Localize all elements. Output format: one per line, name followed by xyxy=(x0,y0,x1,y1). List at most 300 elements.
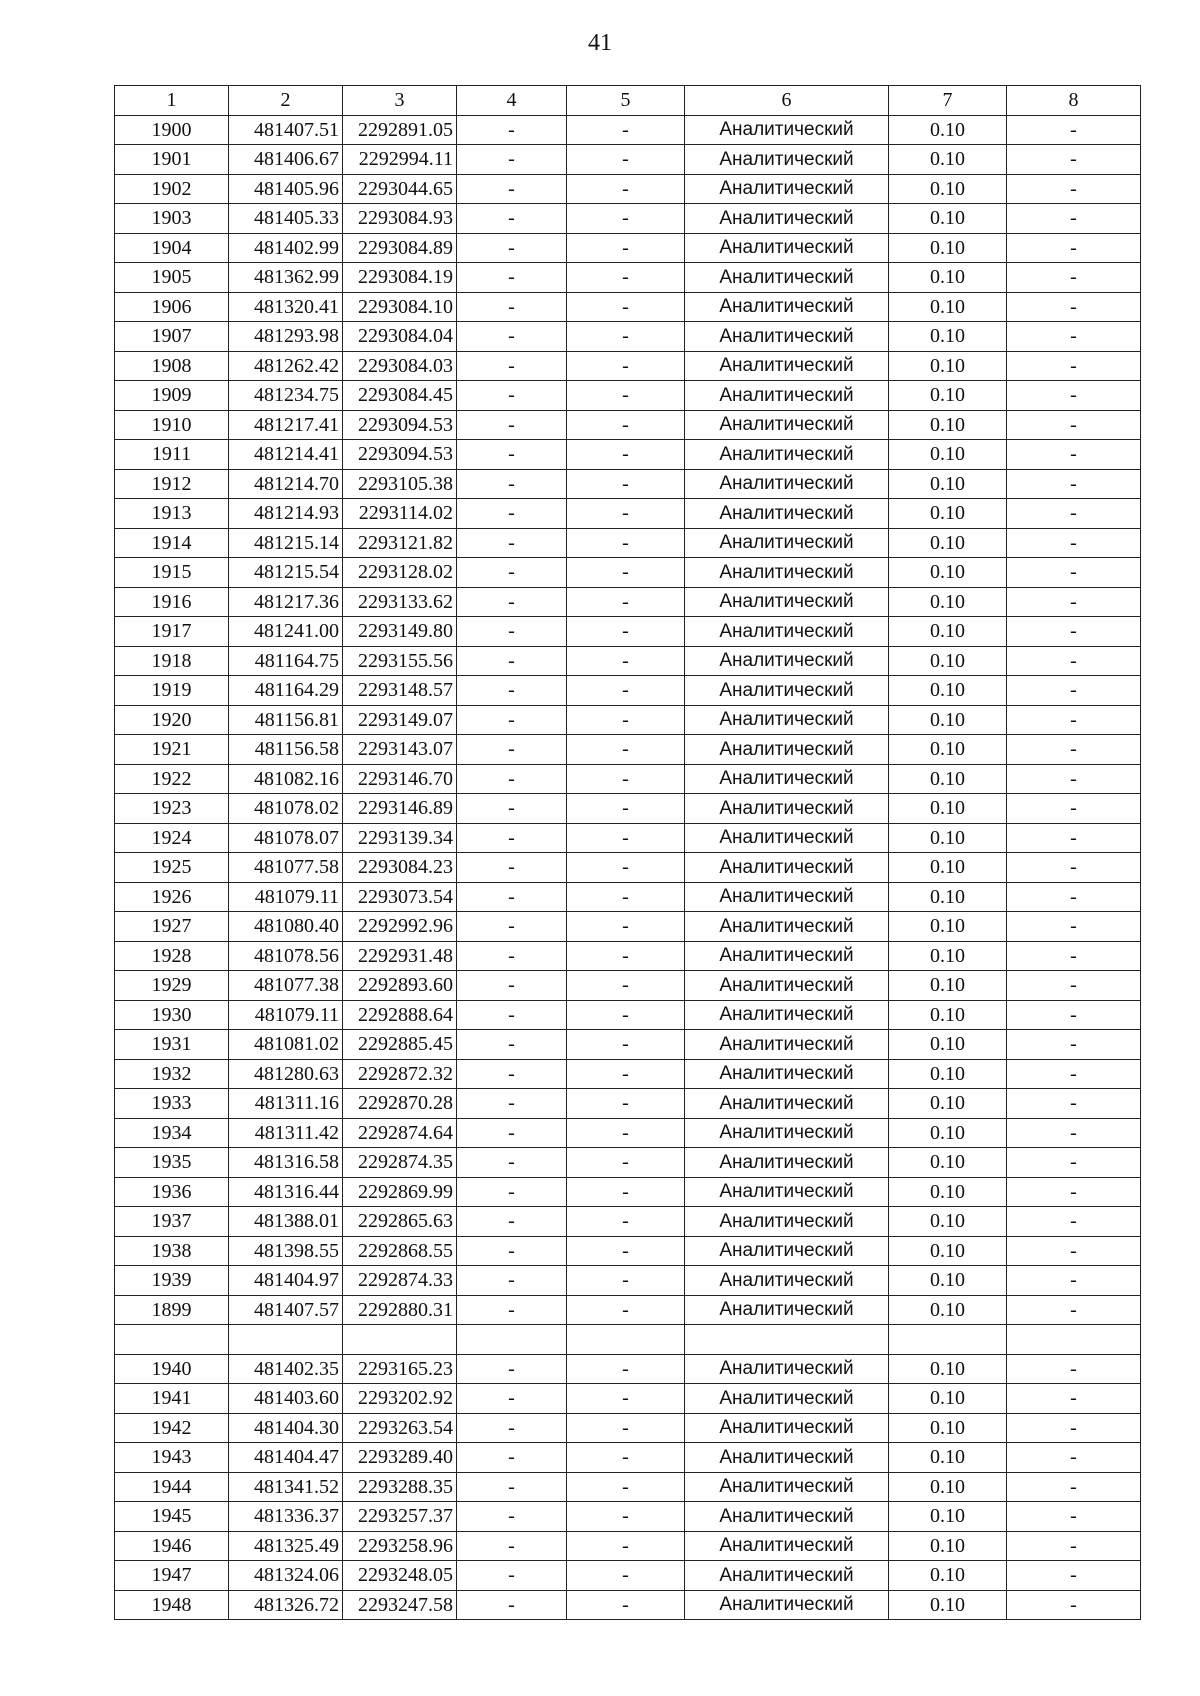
x-coordinate-cell: 481311.42 xyxy=(229,1118,343,1148)
y-coordinate-cell: 2292865.63 xyxy=(343,1207,457,1237)
page-number: 41 xyxy=(588,30,612,56)
accuracy-cell: 0.10 xyxy=(889,1590,1007,1620)
y-coordinate-cell: 2293084.10 xyxy=(343,292,457,322)
point-number-cell: 1942 xyxy=(115,1413,229,1443)
col5-cell: - xyxy=(567,1561,685,1591)
accuracy-cell: 0.10 xyxy=(889,971,1007,1001)
point-number-cell: 1913 xyxy=(115,499,229,529)
point-number-cell: 1899 xyxy=(115,1295,229,1325)
method-cell: Аналитический xyxy=(685,587,889,617)
point-number-cell: 1945 xyxy=(115,1502,229,1532)
accuracy-cell: 0.10 xyxy=(889,912,1007,942)
col8-cell: - xyxy=(1007,617,1141,647)
col4-cell: - xyxy=(457,528,567,558)
method-cell: Аналитический xyxy=(685,440,889,470)
y-coordinate-cell: 2292992.96 xyxy=(343,912,457,942)
col8-cell: - xyxy=(1007,1148,1141,1178)
method-cell: Аналитический xyxy=(685,617,889,647)
col5-cell: - xyxy=(567,1236,685,1266)
col4-cell: - xyxy=(457,1561,567,1591)
y-coordinate-cell: 2292874.64 xyxy=(343,1118,457,1148)
table-row xyxy=(115,941,1141,971)
col5-cell: - xyxy=(567,735,685,765)
col8-cell: - xyxy=(1007,794,1141,824)
table-row xyxy=(115,1059,1141,1089)
col8-cell: - xyxy=(1007,528,1141,558)
point-number-cell: 1900 xyxy=(115,115,229,145)
col4-cell: - xyxy=(457,499,567,529)
y-coordinate-cell: 2293084.23 xyxy=(343,853,457,883)
table-header-row xyxy=(115,86,1141,116)
col5-cell: - xyxy=(567,1590,685,1620)
col4-cell: - xyxy=(457,145,567,175)
table-row xyxy=(115,174,1141,204)
col8-cell: - xyxy=(1007,1236,1141,1266)
accuracy-cell: 0.10 xyxy=(889,735,1007,765)
x-coordinate-cell: 481078.02 xyxy=(229,794,343,824)
x-coordinate-cell: 481215.14 xyxy=(229,528,343,558)
accuracy-cell: 0.10 xyxy=(889,794,1007,824)
accuracy-cell: 0.10 xyxy=(889,1236,1007,1266)
x-coordinate-cell: 481215.54 xyxy=(229,558,343,588)
y-coordinate-cell: 2293139.34 xyxy=(343,823,457,853)
method-cell: Аналитический xyxy=(685,1000,889,1030)
table-row xyxy=(115,1295,1141,1325)
x-coordinate-cell: 481079.11 xyxy=(229,1000,343,1030)
col5-cell: - xyxy=(567,1443,685,1473)
point-number-cell: 1946 xyxy=(115,1531,229,1561)
col5-cell: - xyxy=(567,204,685,234)
col4-cell: - xyxy=(457,705,567,735)
x-coordinate-cell: 481241.00 xyxy=(229,617,343,647)
accuracy-cell: 0.10 xyxy=(889,646,1007,676)
col5-cell: - xyxy=(567,853,685,883)
method-cell: Аналитический xyxy=(685,823,889,853)
col8-cell: - xyxy=(1007,1531,1141,1561)
accuracy-cell xyxy=(889,1325,1007,1355)
method-cell: Аналитический xyxy=(685,1148,889,1178)
method-cell: Аналитический xyxy=(685,1502,889,1532)
table-row xyxy=(115,1000,1141,1030)
col5-cell: - xyxy=(567,351,685,381)
col4-cell: - xyxy=(457,1030,567,1060)
x-coordinate-cell: 481316.44 xyxy=(229,1177,343,1207)
col4-cell: - xyxy=(457,912,567,942)
table-row xyxy=(115,1502,1141,1532)
col8-cell: - xyxy=(1007,1089,1141,1119)
accuracy-cell: 0.10 xyxy=(889,1148,1007,1178)
point-number-cell: 1911 xyxy=(115,440,229,470)
col4-cell: - xyxy=(457,233,567,263)
col8-cell: - xyxy=(1007,912,1141,942)
point-number-cell: 1939 xyxy=(115,1266,229,1296)
accuracy-cell: 0.10 xyxy=(889,1059,1007,1089)
col5-cell: - xyxy=(567,676,685,706)
table-row xyxy=(115,1236,1141,1266)
col4-cell: - xyxy=(457,469,567,499)
table-row xyxy=(115,764,1141,794)
col4-cell: - xyxy=(457,882,567,912)
col4-cell: - xyxy=(457,1089,567,1119)
accuracy-cell: 0.10 xyxy=(889,1177,1007,1207)
y-coordinate-cell: 2293084.03 xyxy=(343,351,457,381)
point-number-cell: 1937 xyxy=(115,1207,229,1237)
col8-cell: - xyxy=(1007,735,1141,765)
table-row xyxy=(115,1561,1141,1591)
point-number-cell: 1936 xyxy=(115,1177,229,1207)
method-cell: Аналитический xyxy=(685,1030,889,1060)
accuracy-cell: 0.10 xyxy=(889,1502,1007,1532)
col8-cell: - xyxy=(1007,204,1141,234)
method-cell: Аналитический xyxy=(685,646,889,676)
point-number-cell: 1922 xyxy=(115,764,229,794)
x-coordinate-cell: 481081.02 xyxy=(229,1030,343,1060)
col5-cell: - xyxy=(567,292,685,322)
col5-cell: - xyxy=(567,646,685,676)
method-cell: Аналитический xyxy=(685,1561,889,1591)
col8-cell: - xyxy=(1007,853,1141,883)
method-cell: Аналитический xyxy=(685,1531,889,1561)
table-row xyxy=(115,1089,1141,1119)
method-cell: Аналитический xyxy=(685,558,889,588)
accuracy-cell: 0.10 xyxy=(889,499,1007,529)
method-cell: Аналитический xyxy=(685,941,889,971)
x-coordinate-cell: 481214.70 xyxy=(229,469,343,499)
table-row xyxy=(115,971,1141,1001)
x-coordinate-cell: 481316.58 xyxy=(229,1148,343,1178)
accuracy-cell: 0.10 xyxy=(889,1000,1007,1030)
x-coordinate-cell xyxy=(229,1325,343,1355)
y-coordinate-cell: 2293084.04 xyxy=(343,322,457,352)
accuracy-cell: 0.10 xyxy=(889,1413,1007,1443)
table-row xyxy=(115,1531,1141,1561)
col8-cell: - xyxy=(1007,1472,1141,1502)
x-coordinate-cell: 481078.56 xyxy=(229,941,343,971)
table-row xyxy=(115,882,1141,912)
col5-cell: - xyxy=(567,617,685,647)
accuracy-cell: 0.10 xyxy=(889,263,1007,293)
column-header: 2 xyxy=(229,86,343,116)
x-coordinate-cell: 481326.72 xyxy=(229,1590,343,1620)
y-coordinate-cell: 2293155.56 xyxy=(343,646,457,676)
col4-cell: - xyxy=(457,440,567,470)
point-number-cell: 1916 xyxy=(115,587,229,617)
x-coordinate-cell: 481214.41 xyxy=(229,440,343,470)
accuracy-cell: 0.10 xyxy=(889,1266,1007,1296)
method-cell: Аналитический xyxy=(685,1472,889,1502)
table-row xyxy=(115,292,1141,322)
col4-cell: - xyxy=(457,1384,567,1414)
table-row xyxy=(115,1266,1141,1296)
y-coordinate-cell: 2292880.31 xyxy=(343,1295,457,1325)
y-coordinate-cell xyxy=(343,1325,457,1355)
col8-cell: - xyxy=(1007,646,1141,676)
table-row xyxy=(115,1325,1141,1355)
method-cell: Аналитический xyxy=(685,1266,889,1296)
method-cell: Аналитический xyxy=(685,853,889,883)
accuracy-cell: 0.10 xyxy=(889,558,1007,588)
point-number-cell: 1940 xyxy=(115,1354,229,1384)
method-cell: Аналитический xyxy=(685,1413,889,1443)
col8-cell: - xyxy=(1007,1030,1141,1060)
accuracy-cell: 0.10 xyxy=(889,528,1007,558)
col5-cell: - xyxy=(567,233,685,263)
col5-cell: - xyxy=(567,1384,685,1414)
y-coordinate-cell: 2293288.35 xyxy=(343,1472,457,1502)
col4-cell: - xyxy=(457,410,567,440)
col4-cell: - xyxy=(457,115,567,145)
col5-cell: - xyxy=(567,499,685,529)
col4-cell: - xyxy=(457,322,567,352)
col4-cell: - xyxy=(457,941,567,971)
accuracy-cell: 0.10 xyxy=(889,1118,1007,1148)
y-coordinate-cell: 2293084.93 xyxy=(343,204,457,234)
point-number-cell: 1902 xyxy=(115,174,229,204)
y-coordinate-cell: 2293257.37 xyxy=(343,1502,457,1532)
point-number-cell: 1919 xyxy=(115,676,229,706)
col5-cell: - xyxy=(567,145,685,175)
column-header: 3 xyxy=(343,86,457,116)
col8-cell: - xyxy=(1007,499,1141,529)
col8-cell: - xyxy=(1007,1413,1141,1443)
accuracy-cell: 0.10 xyxy=(889,469,1007,499)
x-coordinate-cell: 481336.37 xyxy=(229,1502,343,1532)
col5-cell: - xyxy=(567,469,685,499)
accuracy-cell: 0.10 xyxy=(889,410,1007,440)
x-coordinate-cell: 481078.07 xyxy=(229,823,343,853)
col5-cell: - xyxy=(567,941,685,971)
col8-cell: - xyxy=(1007,145,1141,175)
col4-cell: - xyxy=(457,1148,567,1178)
col4-cell xyxy=(457,1325,567,1355)
accuracy-cell: 0.10 xyxy=(889,676,1007,706)
col4-cell: - xyxy=(457,1295,567,1325)
col5-cell: - xyxy=(567,1502,685,1532)
x-coordinate-cell: 481405.96 xyxy=(229,174,343,204)
col4-cell: - xyxy=(457,292,567,322)
method-cell: Аналитический xyxy=(685,174,889,204)
table-row xyxy=(115,1118,1141,1148)
accuracy-cell: 0.10 xyxy=(889,1384,1007,1414)
point-number-cell xyxy=(115,1325,229,1355)
table-row xyxy=(115,233,1141,263)
point-number-cell: 1947 xyxy=(115,1561,229,1591)
point-number-cell: 1931 xyxy=(115,1030,229,1060)
col8-cell: - xyxy=(1007,823,1141,853)
col4-cell: - xyxy=(457,351,567,381)
x-coordinate-cell: 481156.81 xyxy=(229,705,343,735)
method-cell: Аналитический xyxy=(685,1295,889,1325)
method-cell: Аналитический xyxy=(685,1354,889,1384)
method-cell: Аналитический xyxy=(685,764,889,794)
col4-cell: - xyxy=(457,263,567,293)
method-cell: Аналитический xyxy=(685,971,889,1001)
accuracy-cell: 0.10 xyxy=(889,705,1007,735)
y-coordinate-cell: 2293121.82 xyxy=(343,528,457,558)
col5-cell: - xyxy=(567,1531,685,1561)
col8-cell: - xyxy=(1007,263,1141,293)
y-coordinate-cell: 2293146.70 xyxy=(343,764,457,794)
method-cell: Аналитический xyxy=(685,676,889,706)
table-row xyxy=(115,1177,1141,1207)
col4-cell: - xyxy=(457,1059,567,1089)
x-coordinate-cell: 481280.63 xyxy=(229,1059,343,1089)
col8-cell: - xyxy=(1007,558,1141,588)
method-cell: Аналитический xyxy=(685,705,889,735)
col5-cell: - xyxy=(567,1118,685,1148)
method-cell: Аналитический xyxy=(685,204,889,234)
y-coordinate-cell: 2293263.54 xyxy=(343,1413,457,1443)
point-number-cell: 1907 xyxy=(115,322,229,352)
col5-cell: - xyxy=(567,1148,685,1178)
x-coordinate-cell: 481402.99 xyxy=(229,233,343,263)
col4-cell: - xyxy=(457,1266,567,1296)
x-coordinate-cell: 481341.52 xyxy=(229,1472,343,1502)
accuracy-cell: 0.10 xyxy=(889,292,1007,322)
x-coordinate-cell: 481404.30 xyxy=(229,1413,343,1443)
accuracy-cell: 0.10 xyxy=(889,1472,1007,1502)
col8-cell: - xyxy=(1007,233,1141,263)
accuracy-cell: 0.10 xyxy=(889,233,1007,263)
method-cell: Аналитический xyxy=(685,233,889,263)
col4-cell: - xyxy=(457,764,567,794)
table-body xyxy=(115,86,1141,1620)
x-coordinate-cell: 481362.99 xyxy=(229,263,343,293)
col4-cell: - xyxy=(457,1413,567,1443)
x-coordinate-cell: 481156.58 xyxy=(229,735,343,765)
col8-cell: - xyxy=(1007,764,1141,794)
y-coordinate-cell: 2293149.80 xyxy=(343,617,457,647)
column-header: 8 xyxy=(1007,86,1141,116)
col4-cell: - xyxy=(457,1443,567,1473)
col8-cell: - xyxy=(1007,1443,1141,1473)
method-cell: Аналитический xyxy=(685,1207,889,1237)
y-coordinate-cell: 2293289.40 xyxy=(343,1443,457,1473)
method-cell: Аналитический xyxy=(685,1177,889,1207)
col8-cell: - xyxy=(1007,1266,1141,1296)
col8-cell: - xyxy=(1007,1354,1141,1384)
y-coordinate-cell: 2293202.92 xyxy=(343,1384,457,1414)
point-number-cell: 1928 xyxy=(115,941,229,971)
y-coordinate-cell: 2293084.19 xyxy=(343,263,457,293)
y-coordinate-cell: 2292869.99 xyxy=(343,1177,457,1207)
col4-cell: - xyxy=(457,1000,567,1030)
point-number-cell: 1934 xyxy=(115,1118,229,1148)
method-cell: Аналитический xyxy=(685,469,889,499)
col5-cell: - xyxy=(567,1089,685,1119)
table-row xyxy=(115,1472,1141,1502)
point-number-cell: 1926 xyxy=(115,882,229,912)
table-row xyxy=(115,204,1141,234)
col4-cell: - xyxy=(457,1177,567,1207)
method-cell: Аналитический xyxy=(685,322,889,352)
y-coordinate-cell: 2293094.53 xyxy=(343,440,457,470)
col4-cell: - xyxy=(457,971,567,1001)
col4-cell: - xyxy=(457,587,567,617)
y-coordinate-cell: 2292870.28 xyxy=(343,1089,457,1119)
col5-cell: - xyxy=(567,823,685,853)
y-coordinate-cell: 2293143.07 xyxy=(343,735,457,765)
col4-cell: - xyxy=(457,1236,567,1266)
y-coordinate-cell: 2292872.32 xyxy=(343,1059,457,1089)
col8-cell: - xyxy=(1007,381,1141,411)
y-coordinate-cell: 2292885.45 xyxy=(343,1030,457,1060)
x-coordinate-cell: 481234.75 xyxy=(229,381,343,411)
y-coordinate-cell: 2293073.54 xyxy=(343,882,457,912)
point-number-cell: 1925 xyxy=(115,853,229,883)
table-row xyxy=(115,1207,1141,1237)
col5-cell: - xyxy=(567,1059,685,1089)
method-cell xyxy=(685,1325,889,1355)
point-number-cell: 1914 xyxy=(115,528,229,558)
col5-cell: - xyxy=(567,410,685,440)
point-number-cell: 1905 xyxy=(115,263,229,293)
point-number-cell: 1910 xyxy=(115,410,229,440)
table-row xyxy=(115,1354,1141,1384)
y-coordinate-cell: 2292994.11 xyxy=(343,145,457,175)
coordinates-table xyxy=(114,85,1141,1620)
method-cell: Аналитический xyxy=(685,528,889,558)
table-row xyxy=(115,646,1141,676)
method-cell: Аналитический xyxy=(685,882,889,912)
col8-cell: - xyxy=(1007,1590,1141,1620)
x-coordinate-cell: 481407.57 xyxy=(229,1295,343,1325)
table-row xyxy=(115,115,1141,145)
y-coordinate-cell: 2293084.45 xyxy=(343,381,457,411)
col8-cell: - xyxy=(1007,971,1141,1001)
accuracy-cell: 0.10 xyxy=(889,115,1007,145)
x-coordinate-cell: 481398.55 xyxy=(229,1236,343,1266)
y-coordinate-cell: 2293133.62 xyxy=(343,587,457,617)
x-coordinate-cell: 481405.33 xyxy=(229,204,343,234)
x-coordinate-cell: 481407.51 xyxy=(229,115,343,145)
y-coordinate-cell: 2293146.89 xyxy=(343,794,457,824)
accuracy-cell: 0.10 xyxy=(889,1354,1007,1384)
x-coordinate-cell: 481403.60 xyxy=(229,1384,343,1414)
col5-cell: - xyxy=(567,263,685,293)
table-row xyxy=(115,853,1141,883)
col8-cell: - xyxy=(1007,676,1141,706)
accuracy-cell: 0.10 xyxy=(889,1089,1007,1119)
accuracy-cell: 0.10 xyxy=(889,440,1007,470)
table-row xyxy=(115,617,1141,647)
accuracy-cell: 0.10 xyxy=(889,882,1007,912)
x-coordinate-cell: 481406.67 xyxy=(229,145,343,175)
table-row xyxy=(115,735,1141,765)
col4-cell: - xyxy=(457,617,567,647)
x-coordinate-cell: 481320.41 xyxy=(229,292,343,322)
col8-cell: - xyxy=(1007,351,1141,381)
y-coordinate-cell: 2292868.55 xyxy=(343,1236,457,1266)
col5-cell: - xyxy=(567,115,685,145)
table-row xyxy=(115,705,1141,735)
column-header: 5 xyxy=(567,86,685,116)
y-coordinate-cell: 2293114.02 xyxy=(343,499,457,529)
x-coordinate-cell: 481402.35 xyxy=(229,1354,343,1384)
col5-cell: - xyxy=(567,381,685,411)
col5-cell: - xyxy=(567,174,685,204)
table-row xyxy=(115,351,1141,381)
col4-cell: - xyxy=(457,1207,567,1237)
col5-cell: - xyxy=(567,764,685,794)
table-row xyxy=(115,469,1141,499)
col4-cell: - xyxy=(457,676,567,706)
col8-cell: - xyxy=(1007,587,1141,617)
y-coordinate-cell: 2293149.07 xyxy=(343,705,457,735)
x-coordinate-cell: 481324.06 xyxy=(229,1561,343,1591)
x-coordinate-cell: 481079.11 xyxy=(229,882,343,912)
y-coordinate-cell: 2293248.05 xyxy=(343,1561,457,1591)
